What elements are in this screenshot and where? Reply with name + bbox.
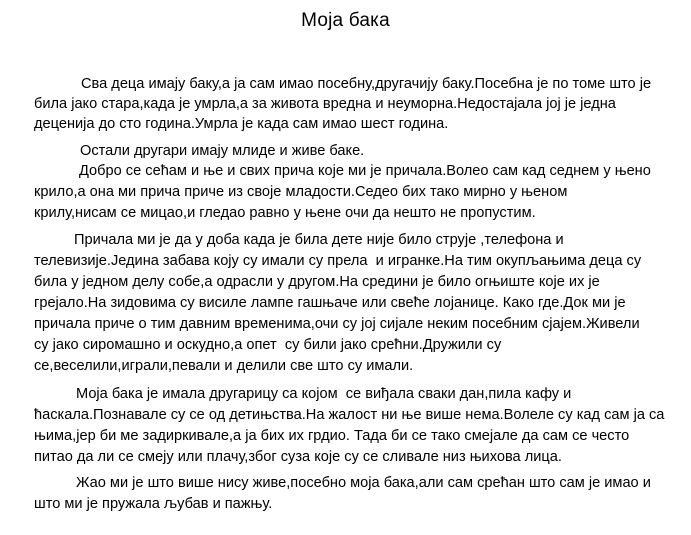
text-line: била у једном делу собе,а одрасли у другом.На средини је било огњиште које их је <box>34 274 600 290</box>
text-line: Остали другари имају млиде и живе баке. <box>80 143 365 159</box>
text-line: што ми је пружала љубав и пажњу. <box>34 496 273 512</box>
document-title: Моја бака <box>301 10 390 31</box>
text-line: Моја бака је имала другарицу са којом се виђала сваки дан,пила кафу и <box>76 386 572 402</box>
text-line: деценија до сто година.Умрла је када сам имао шест година. <box>34 116 449 132</box>
text-line: Причала ми је да у доба када је била дете није било струје ,телефона и <box>74 232 564 248</box>
text-line: крило,а она ми прича приче из своје младости.Седео бих тако мирно у њеном <box>34 184 568 200</box>
text-line: ћаскала.Познавале су се од детињства.На жалост ни ње више нема.Волеле су кад сам ја са <box>34 407 665 423</box>
text-line: питао да ли се смеју или плачу,због суза које су се сливале низ њихова лица. <box>34 449 562 465</box>
text-line: телевизије.Једина забава коју су имали су прела и игранке.На тим окупљањима деца су <box>34 253 642 269</box>
text-line: Сва деца имају баку,а ја сам имао посебну,другачију баку.Посебна је по томе што је <box>81 76 652 92</box>
text-line: њима,јер би ме задиркивале,а ја бих их грдио. Тада би се тако смејале да сам се често <box>34 428 630 444</box>
text-line: се,веселили,играли,певали и делили све што су имали. <box>34 358 414 374</box>
text-line: Жао ми је што више нису живе,посебно моја бака,али сам срећан што сам је имао и <box>76 475 651 491</box>
text-line: грејало.На зидовима су висиле лампе гашњаче или свеће лојанице. Како где.Док ми је <box>34 295 626 311</box>
text-line: била јако стара,када је умрла,а за живота вредна и неуморна.Недостајала јој је једна <box>34 96 616 112</box>
text-line: причала приче о тим давним временима,очи су јој сијале неким посебним сјајем.Живели <box>34 316 640 332</box>
text-line: крилу,нисам се мицао,и гледао равно у њене очи да нешто не пропустим. <box>34 205 536 221</box>
text-line: су јако сиромашно и оскудно,а опет су били јако срећни.Дружили су <box>34 337 502 353</box>
text-line: Добро се сећам и ње и свих прича које ми је причала.Волео сам кад седнем у њено <box>79 163 651 179</box>
